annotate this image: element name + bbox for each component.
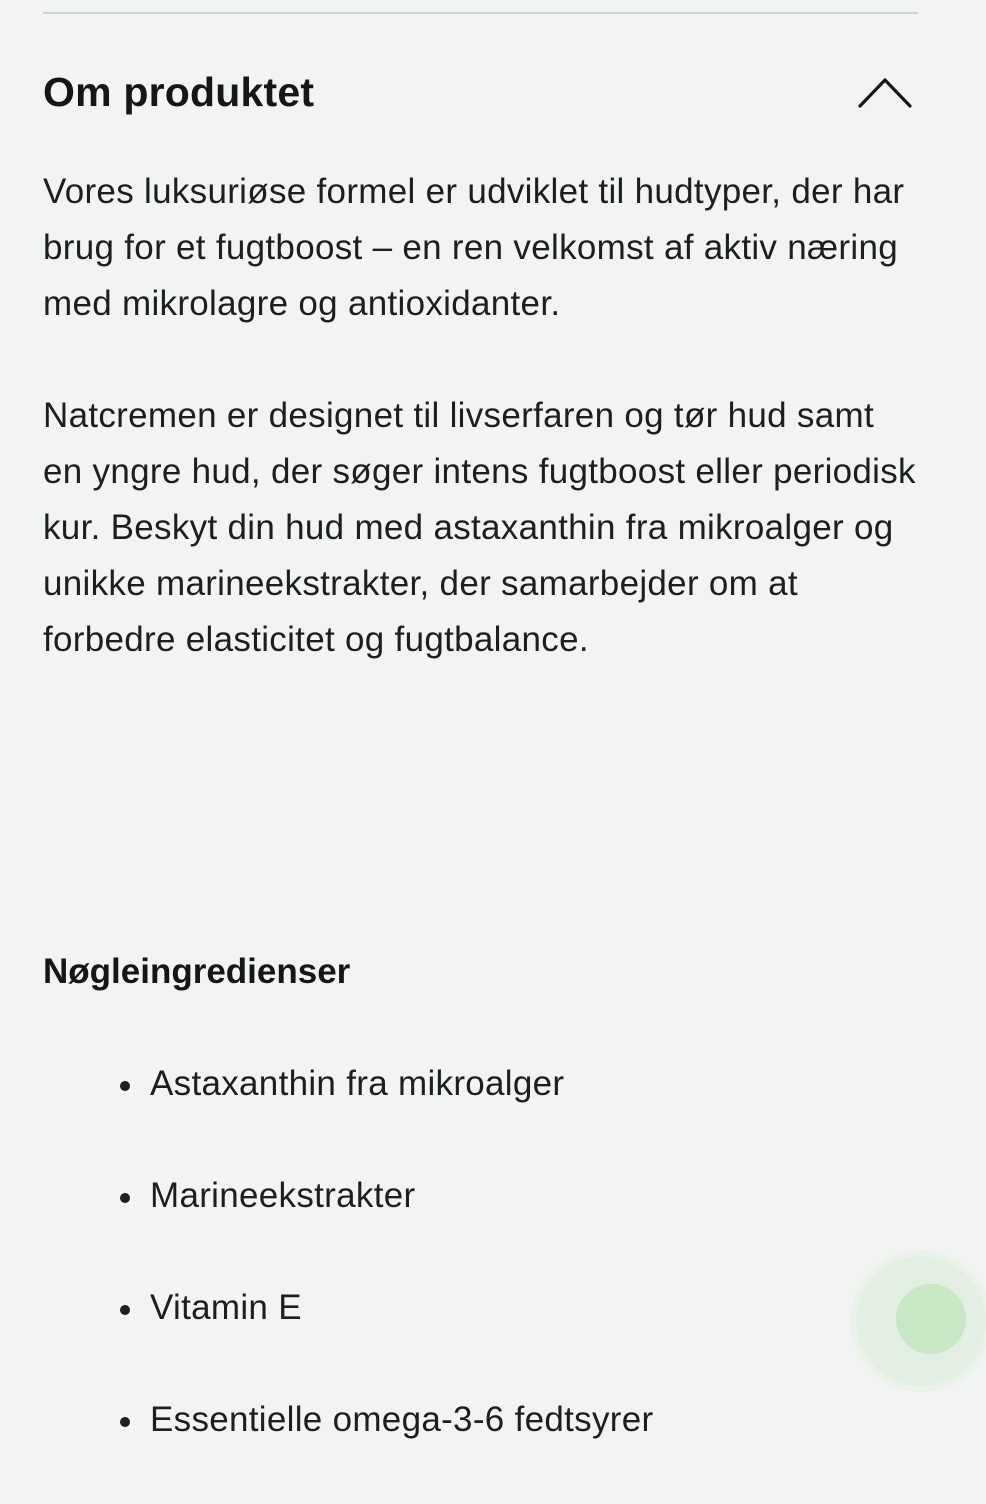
list-item bbox=[43, 1280, 843, 1336]
key-ingredients-list bbox=[43, 1056, 843, 1504]
ingredient-label: Vitamin E bbox=[150, 1288, 302, 1327]
chat-button[interactable] bbox=[856, 1256, 986, 1386]
bullet-icon bbox=[120, 1081, 130, 1091]
ingredient-label: Essentielle omega-3-6 fedtsyrer bbox=[150, 1400, 654, 1439]
list-item bbox=[43, 1056, 843, 1112]
ingredient-label: Astaxanthin fra mikroalger bbox=[150, 1064, 565, 1103]
bullet-icon bbox=[120, 1417, 130, 1427]
chat-icon bbox=[896, 1284, 966, 1354]
description-paragraph-2: Natcremen er designet til livserfaren og tør hud samt en yngre hud, der søger intens fugtboost eller periodisk kur. Beskyt din hud med astaxanthin fra mikroalger og unikke marineekstrakter, der samarbejder om at forbedre elasticitet og fugtbalance. bbox=[43, 396, 916, 659]
description-paragraph-1: Vores luksuriøse formel er udviklet til hudtyper, der har brug for et fugtboost – en ren velkomst af aktiv næring med mikrolagre og antioxidanter. bbox=[43, 172, 905, 323]
bullet-icon bbox=[120, 1305, 130, 1315]
list-item bbox=[43, 1168, 843, 1224]
accordion-header-om-produktet[interactable] bbox=[43, 60, 918, 124]
key-ingredients-heading: Nøgleingredienser bbox=[43, 952, 351, 991]
bullet-icon bbox=[120, 1193, 130, 1203]
section-title: Om produktet bbox=[43, 68, 315, 115]
top-divider bbox=[43, 12, 918, 14]
ingredient-label: Marineekstrakter bbox=[150, 1176, 416, 1215]
chevron-up-icon[interactable] bbox=[856, 72, 914, 112]
accordion-content bbox=[43, 164, 923, 1439]
list-item bbox=[43, 1392, 843, 1448]
